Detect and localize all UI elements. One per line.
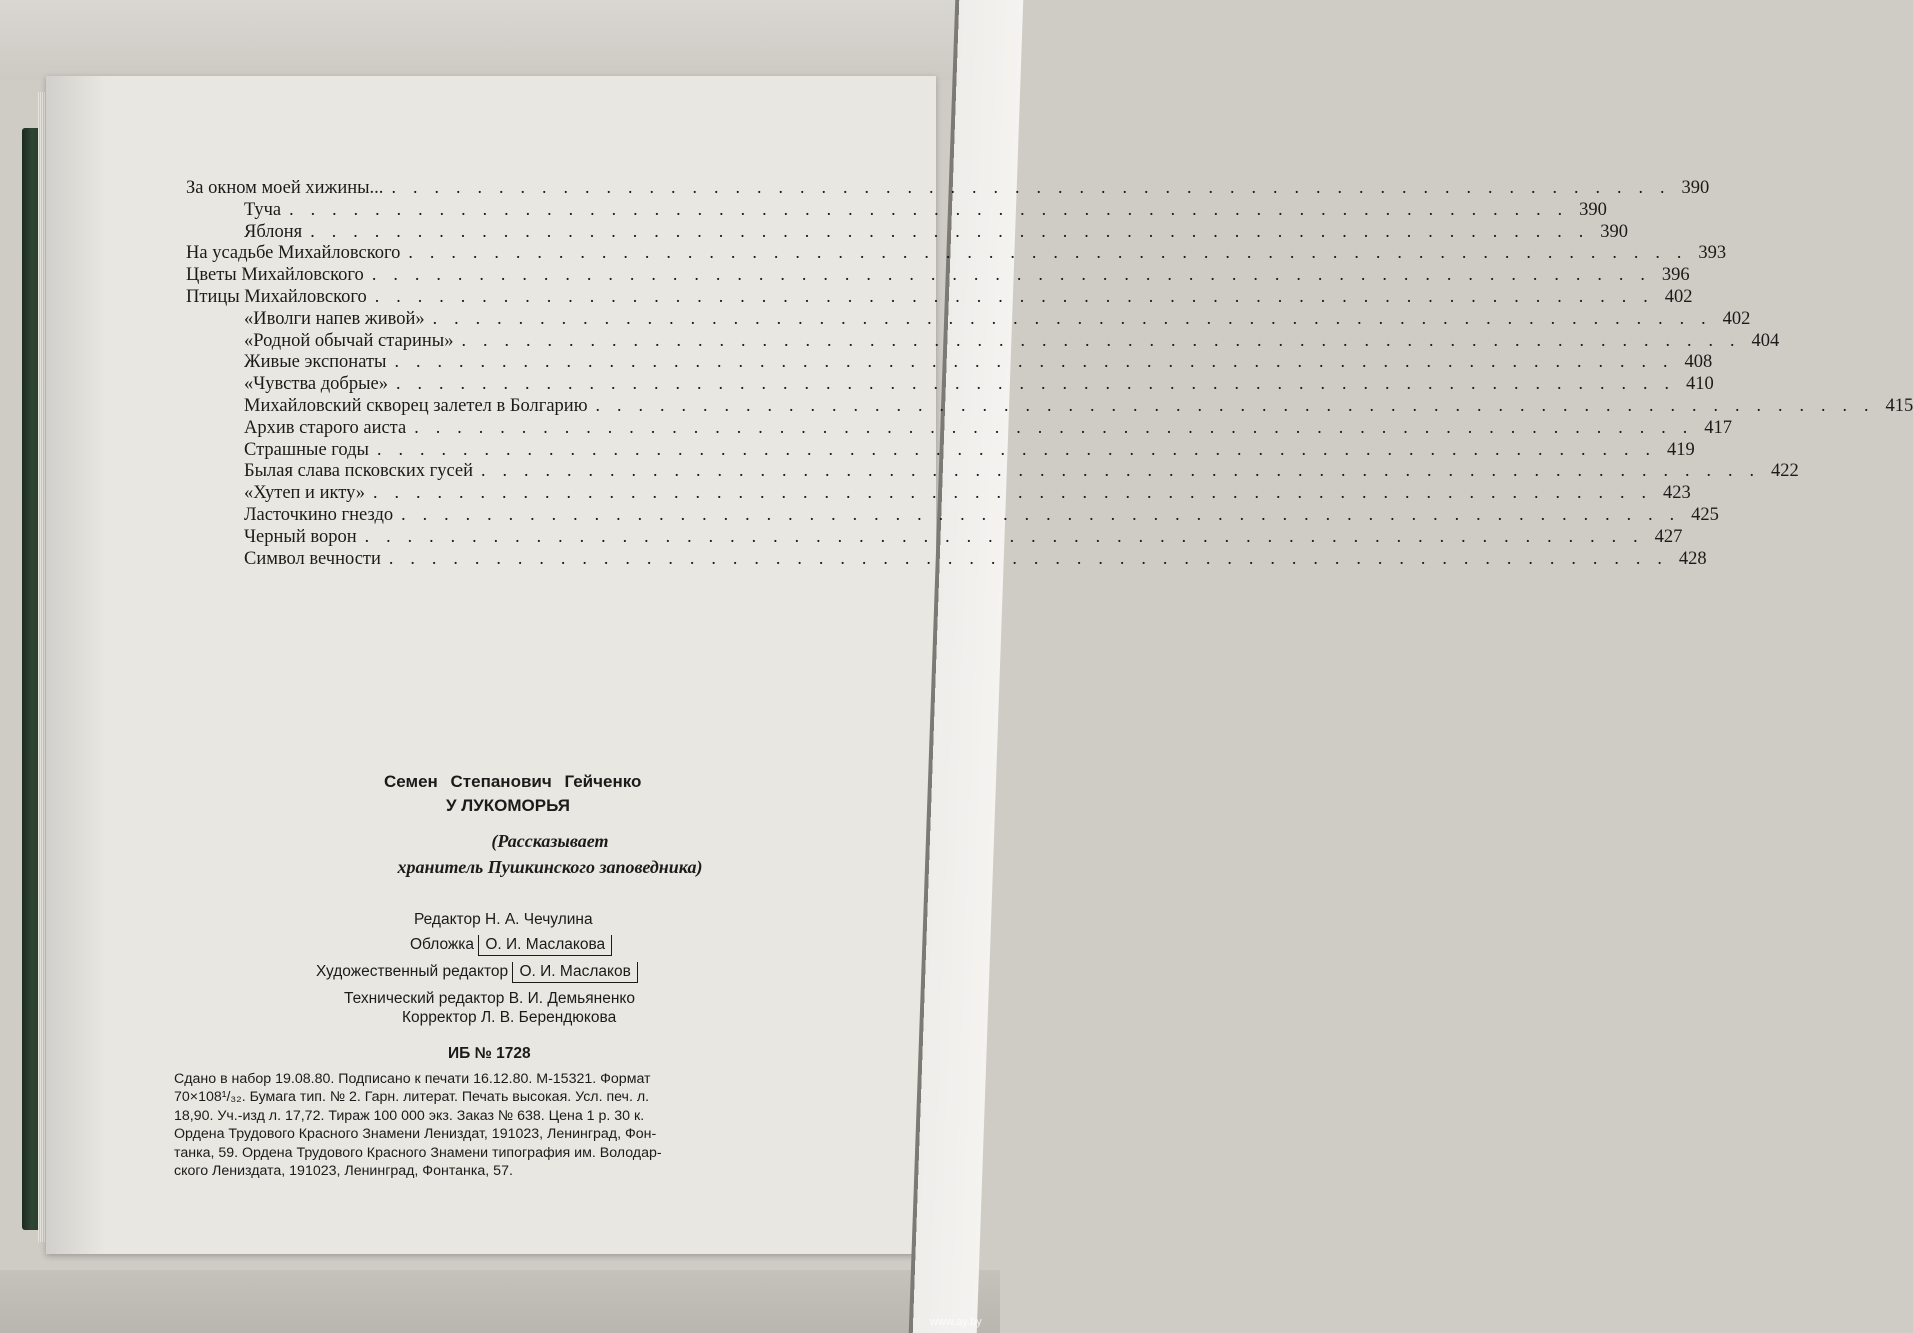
toc-entry-title: Михайловский скворец залетел в Болгарию <box>244 396 588 416</box>
toc-leader-dots: ............................................................ <box>391 177 1682 197</box>
subtitle-line: хранитель Пушкинского заповедника) <box>397 857 703 877</box>
toc-page-number: 390 <box>1600 221 1628 242</box>
toc-leader-dots: ............................................................ <box>595 395 1886 415</box>
cover-credit <box>410 935 612 956</box>
toc-entry <box>186 241 1727 264</box>
proofreader-credit: Корректор Л. В. Берендюкова <box>402 1009 617 1026</box>
book-title: У ЛУКОМОРЬЯ <box>446 796 570 815</box>
book-subtitle <box>330 828 770 880</box>
editor-credit: Редактор Н. А. Чечулина <box>414 911 593 928</box>
toc-page-number: 422 <box>1771 461 1799 482</box>
toc-entry-title: Цветы Михайловского <box>186 265 364 286</box>
art-editor-credit <box>316 962 638 983</box>
detail-line: Сдано в набор 19.08.80. Подписано к печати 16.12.80. М-15321. Формат <box>174 1071 651 1087</box>
toc-entry <box>244 416 1732 438</box>
toc-entry <box>186 176 1710 198</box>
toc-entry-title: Туча <box>244 199 282 220</box>
toc-entry-title: Яблоня <box>244 221 303 242</box>
toc-page-number: 393 <box>1698 243 1727 264</box>
toc-page-number: 390 <box>1579 199 1607 220</box>
toc-entry-title: «Родной обычай старины» <box>244 330 454 351</box>
toc-page-number: 419 <box>1666 439 1695 460</box>
toc-leader-dots: ............................................................ <box>481 460 1772 481</box>
toc-leader-dots: ............................................................ <box>373 482 1664 503</box>
detail-line: Ордена Трудового Красного Знамени Лениздат, 191023, Ленинград, Фон- <box>174 1126 657 1143</box>
toc-entry-title: Живые экспонаты <box>244 352 387 373</box>
toc-entry-title: Ласточкино гнездо <box>244 505 394 525</box>
toc-leader-dots: ............................................................ <box>414 416 1705 437</box>
toc-page-number: 402 <box>1722 308 1751 329</box>
toc-page-number: 415 <box>1885 396 1913 416</box>
cover-artist-name: О. И. Маслакова <box>478 935 612 956</box>
toc-leader-dots: ............................................................ <box>364 525 1655 546</box>
toc-page-number: 390 <box>1681 178 1710 198</box>
toc-entry-title: Черный ворон <box>244 526 357 547</box>
toc-entry <box>244 350 1713 373</box>
toc-entry-title: Страшные годы <box>244 439 369 460</box>
toc-entry <box>186 285 1693 307</box>
watermark: www.ay.by <box>930 1316 982 1328</box>
subtitle-line: (Рассказывает <box>491 831 609 851</box>
toc-leader-dots: ............................................................ <box>376 438 1667 459</box>
toc-page-number: 423 <box>1663 483 1691 504</box>
toc-page-number: 402 <box>1664 287 1693 307</box>
toc-leader-dots: ............................................................ <box>388 547 1679 568</box>
toc-entry-title: Птицы Михайловского <box>186 287 367 307</box>
toc-entry <box>244 198 1607 220</box>
detail-line: ского Лениздата, 191023, Ленинград, Фонтанка, 57. <box>174 1163 513 1180</box>
toc-entry <box>244 459 1799 482</box>
toc-entry-title: Архив старого аиста <box>244 417 407 438</box>
toc-entry <box>244 394 1913 416</box>
toc-leader-dots: ............................................................ <box>310 220 1601 241</box>
art-editor-label: Художественный редактор <box>316 963 509 980</box>
toc-page-number: 425 <box>1691 505 1719 525</box>
detail-line: 70×108¹/₃₂. Бумага тип. № 2. Гарн. литерат. Печать высокая. Усл. печ. л. <box>174 1089 650 1106</box>
toc-entry <box>244 438 1695 460</box>
toc-page-number: 428 <box>1678 548 1707 569</box>
background-bottom <box>0 1270 1000 1333</box>
detail-line: 18,90. Уч.-изд л. 17,72. Тираж 100 000 экз. Заказ № 638. Цена 1 р. 30 к. <box>174 1107 645 1124</box>
toc-page-number: 417 <box>1704 417 1732 438</box>
toc-entry-title: Былая слава псковских гусей <box>244 461 474 482</box>
toc-page-number: 427 <box>1654 526 1683 547</box>
toc-leader-dots: ............................................................ <box>374 286 1665 306</box>
toc-leader-dots: ............................................................ <box>289 198 1580 219</box>
toc-leader-dots: ............................................................ <box>432 307 1723 328</box>
toc-entry-title: «Иволги напев живой» <box>244 308 425 329</box>
toc-entry <box>244 547 1707 569</box>
toc-entry <box>244 525 1683 547</box>
author-name: Семен Степанович Гейченко <box>384 772 642 791</box>
toc-leader-dots: ............................................................ <box>461 329 1752 350</box>
toc-entry <box>244 503 1719 525</box>
publication-details <box>174 1070 904 1180</box>
art-editor-name: О. И. Маслаков <box>512 962 637 983</box>
toc-page-number: 410 <box>1686 374 1714 395</box>
toc-leader-dots: ............................................................ <box>394 351 1685 372</box>
toc-entry <box>186 263 1690 286</box>
toc-page-number: 408 <box>1684 352 1713 373</box>
toc-entry-title: «Хутеп и икту» <box>244 483 366 504</box>
toc-entry-title: Символ вечности <box>244 548 381 569</box>
toc-entry <box>244 372 1714 395</box>
toc-entry-title: За окном моей хижины... <box>186 178 384 198</box>
toc-leader-dots: ............................................................ <box>401 504 1692 524</box>
table-of-contents <box>0 0 1913 600</box>
toc-leader-dots: ............................................................ <box>371 264 1662 285</box>
ib-number: ИБ № 1728 <box>448 1045 531 1062</box>
toc-entry <box>244 329 1780 351</box>
tech-editor-credit: Технический редактор В. И. Демьяненко <box>344 990 635 1007</box>
toc-entry <box>244 481 1691 504</box>
toc-page-number: 404 <box>1751 330 1780 351</box>
cover-label: Обложка <box>410 936 475 953</box>
toc-page-number: 396 <box>1661 265 1690 286</box>
toc-entry-title: «Чувства добрые» <box>244 374 388 395</box>
toc-leader-dots: ............................................................ <box>408 242 1699 263</box>
toc-leader-dots: ............................................................ <box>396 373 1686 394</box>
toc-entry <box>244 307 1751 329</box>
toc-entry <box>244 220 1628 242</box>
toc-entry-title: На усадьбе Михайловского <box>186 243 401 264</box>
detail-line: танка, 59. Ордена Трудового Красного Знамени типография им. Володар- <box>174 1144 662 1161</box>
